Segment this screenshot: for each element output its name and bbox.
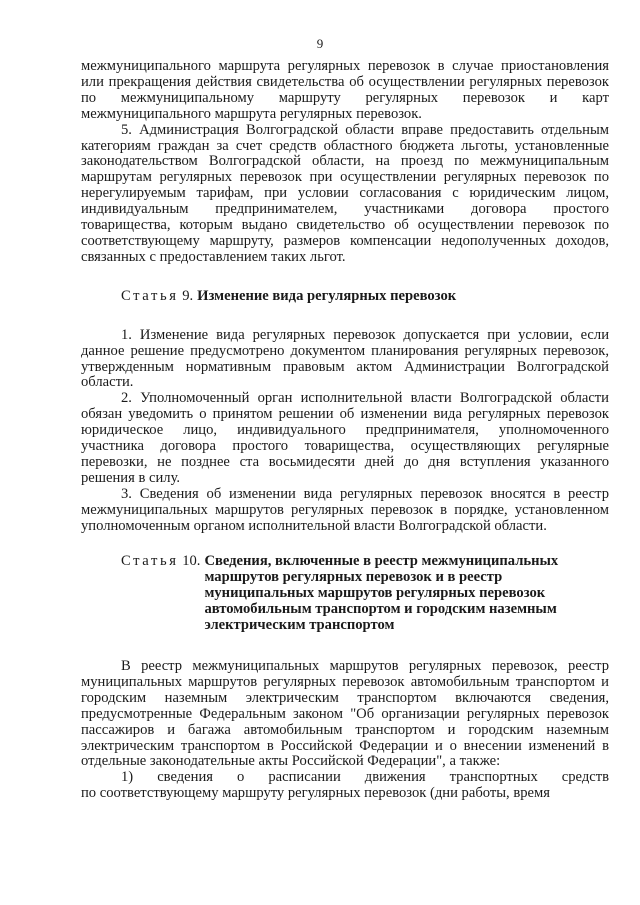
article-9-paragraph-1: 1. Изменение вида регулярных перевозок допускается при условии, если данное решение предусмотрено документом планирования регулярных перевозок, утвержденным нормативным правовым актом Администрации Волгоградской области.: [81, 326, 609, 391]
article-9-paragraph-2: 2. Уполномоченный орган исполнительной власти Волгоградской области обязан уведомить о принятом решении об изменении вида регулярных перевозок юридическое лицо, индивидуального предпринимателя, уполномоченного участника договора простого товарищества, осуществляющих регулярные перевозки, не позднее ста восьмидесяти дней до дня вступления указанного решения в силу.: [81, 390, 609, 486]
article-10-lead: Статья: [121, 553, 179, 570]
article-9-title: Изменение вида регулярных перевозок: [197, 287, 457, 304]
article-10-item-1-continued: по соответствующему маршруту регулярных перевозок (дни работы, время: [81, 785, 550, 802]
article-9-paragraph-3: 3. Сведения об изменении вида регулярных перевозок вносятся в реестр межмуниципальных маршрутов регулярных перевозок в порядке, установленном уполномоченным органом исполнительной власти Волгоградской области.: [81, 485, 609, 534]
article-10-title: Сведения, включенные в реестр межмуниципальных маршрутов регулярных перевозок и в реестр муниципальных маршрутов регулярных перевозок автомобильным транспортом и городским наземным электрическим транспортом: [204, 553, 559, 634]
article-10-paragraph: В реестр межмуниципальных маршрутов регулярных перевозок, реестр муниципальных маршрутов регулярных перевозок автомобильным транспортом и городским наземным электрическим транспортом включаются сведения, предусмотренные Федеральным законом "Об организации регулярных перевозок пассажиров и багажа автомобильным транспортом и городским наземным электрическим транспортом в Российской Федерации и о внесении изменений в отдельные законодательные акты Российской Федерации", а также:: [81, 658, 609, 770]
item-1-word: сведения: [157, 769, 213, 786]
intro-paragraph-5: 5. Администрация Волгоградской области вправе предоставить отдельным категориям граждан за счет средств областного бюджета льготы, установленные законодательством Волгоградской области, на проезд по межмуниципальным маршрутам регулярных перевозок при осуществлении регулярных перевозок по нерегулируемым тарифам, при условии согласования с юридическим лицом, индивидуальным предпринимателем, участниками договора простого товарищества, которым выдано свидетельство об осуществлении перевозок по соответствующему маршруту, размеров компенсации недополученных доходов, связанных с предоставлением таких льгот.: [81, 121, 609, 265]
item-1-word: о: [237, 769, 245, 786]
article-9-number: 9.: [178, 287, 194, 304]
item-1-word: средств: [561, 769, 609, 786]
article-9-heading: [121, 289, 609, 305]
article-10-item-1-first-line: [81, 770, 609, 786]
item-1-word: 1): [121, 769, 134, 786]
item-1-word: движения: [364, 769, 426, 786]
item-1-word: транспортных: [449, 769, 538, 786]
article-9-lead: Статья: [121, 287, 179, 304]
document-body: [81, 59, 609, 802]
article-10-number: 10.: [178, 553, 201, 570]
page-number: 9: [316, 36, 324, 51]
article-10-heading: [121, 554, 609, 634]
intro-paragraph-continued: межмуниципального маршрута регулярных перевозок в случае приостановления или прекращения действия свидетельства об осуществлении регулярных перевозок по межмуниципальному маршруту регулярных перевозок и карт межмуниципального маршрута регулярных перевозок.: [81, 58, 609, 122]
item-1-word: расписании: [268, 769, 341, 786]
